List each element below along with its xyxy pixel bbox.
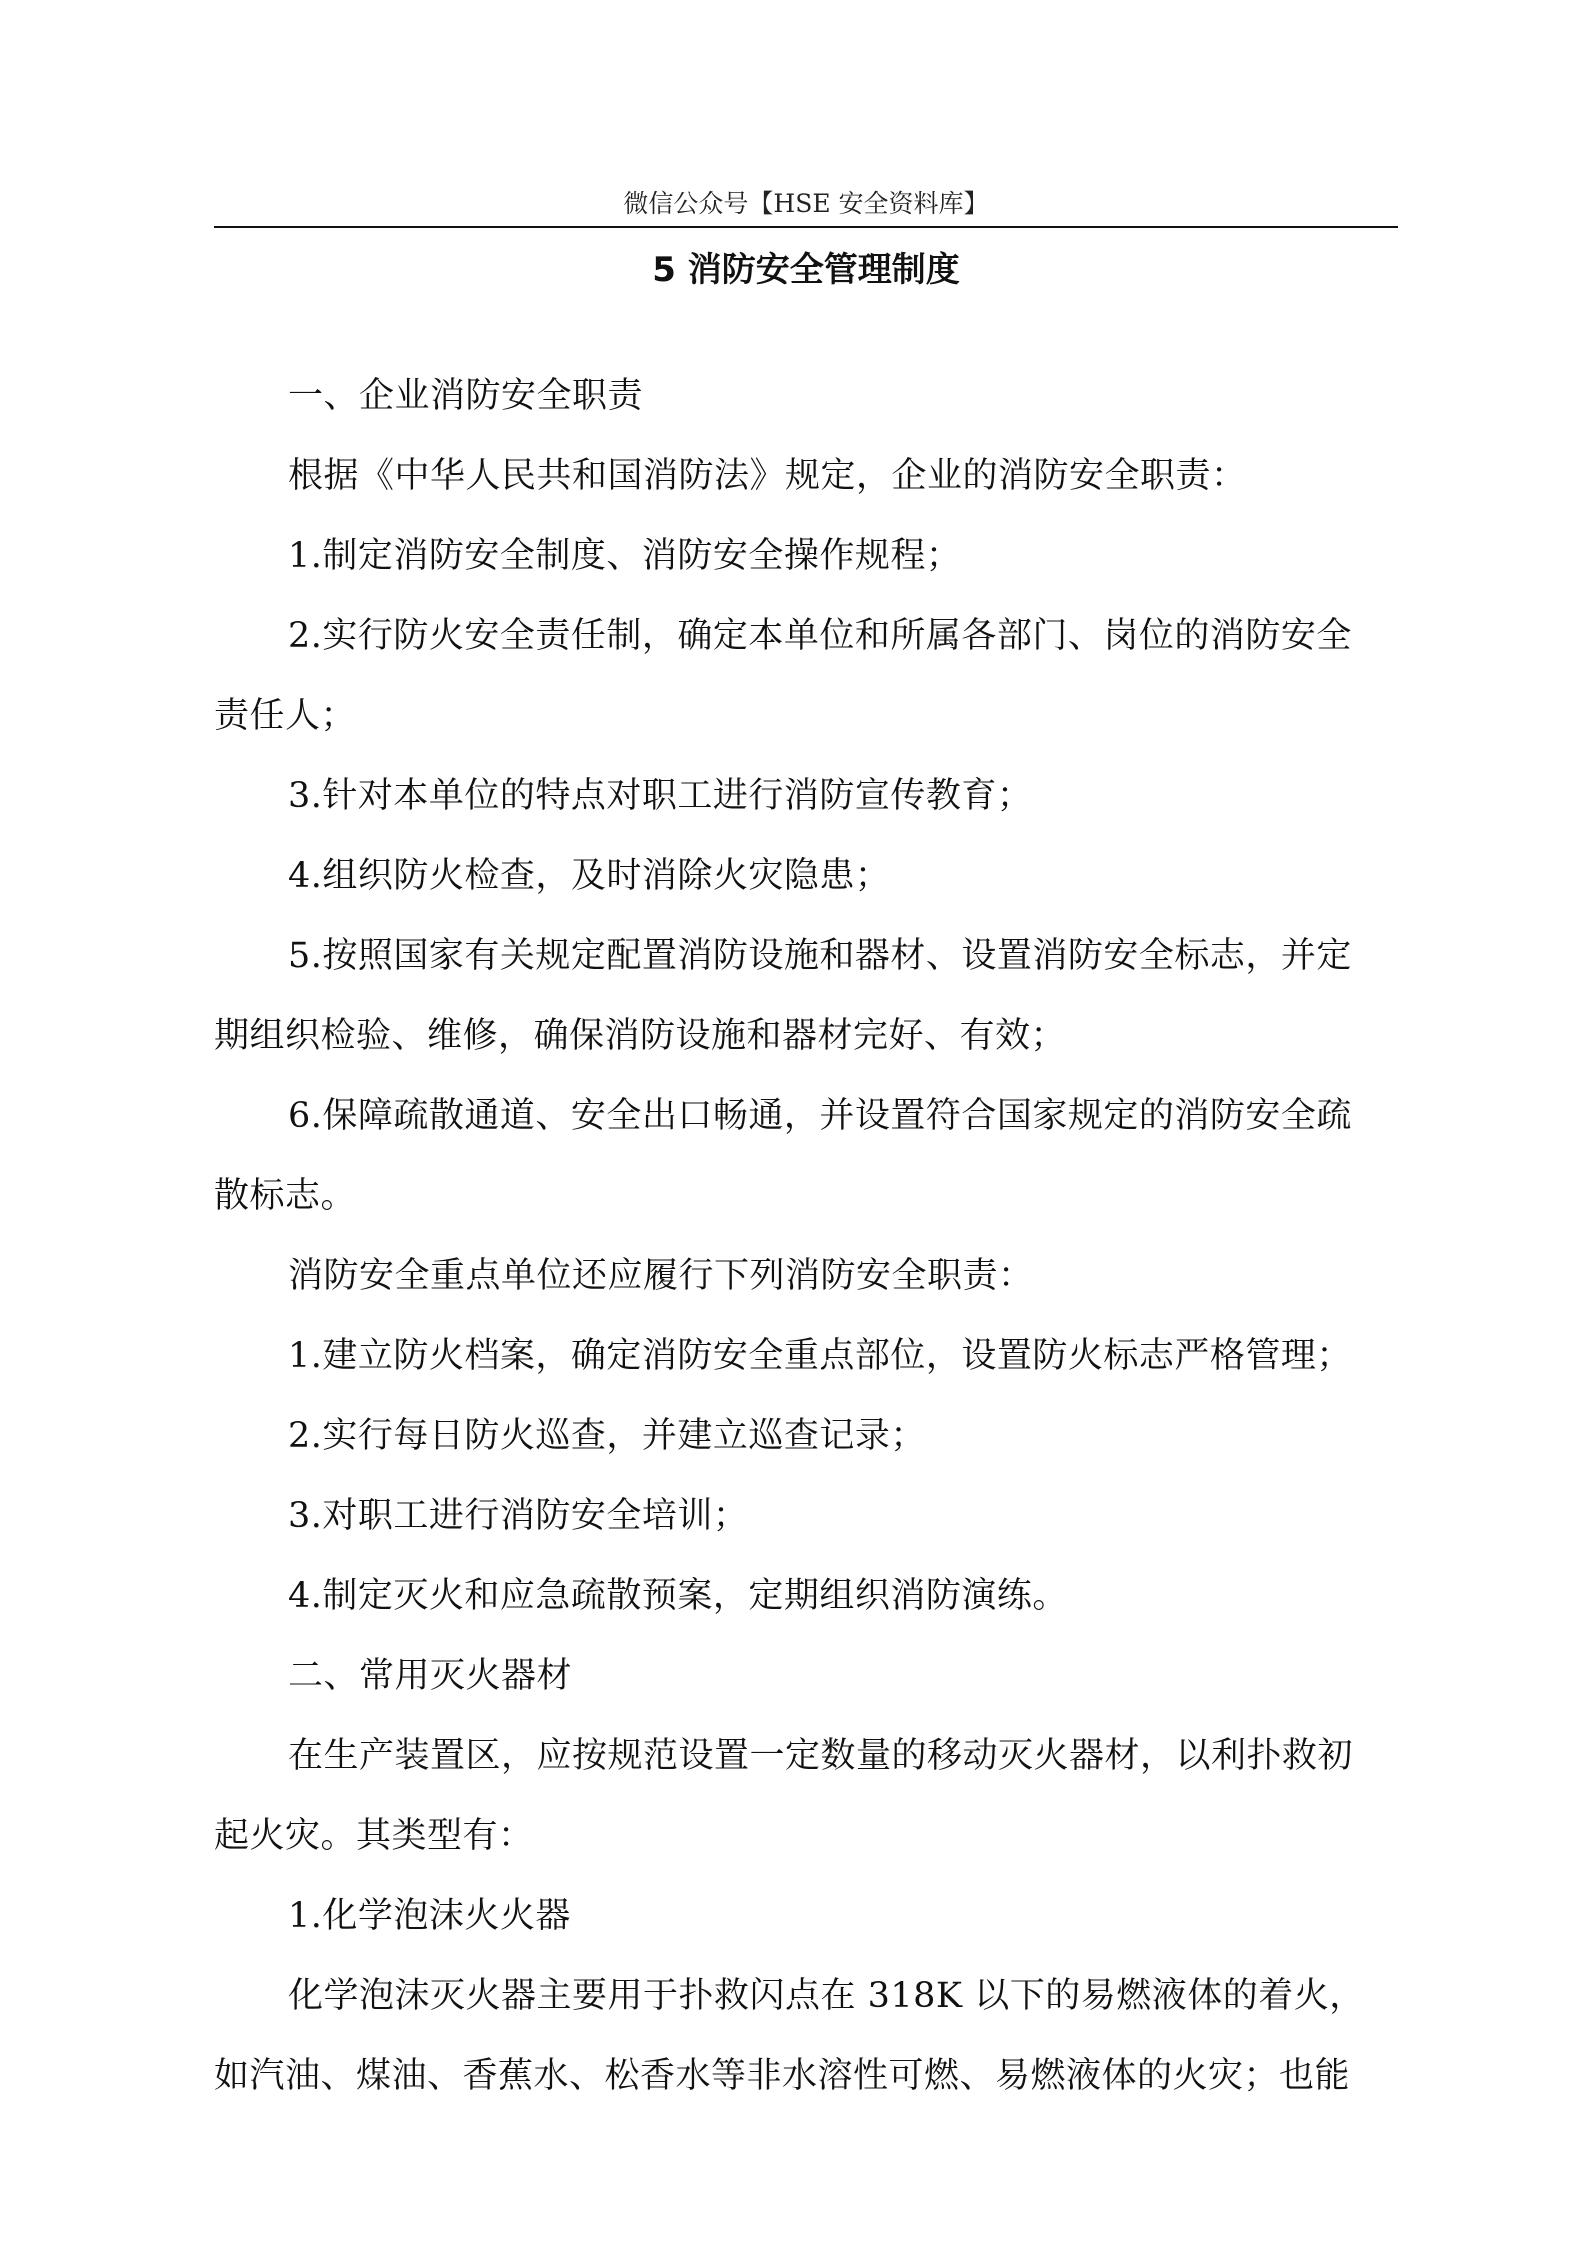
document-body [214,356,1398,2116]
list-item: 4.组织防火检查，及时消除火灾隐患； [288,856,891,896]
list-item: 6.保障疏散通道、安全出口畅通，并设置符合国家规定的消防安全疏 [288,1096,1352,1136]
list-item: 1.建立防火档案，确定消防安全重点部位，设置防火标志严格管理； [288,1336,1352,1376]
document-title: 5 消防安全管理制度 [652,250,960,290]
body-paragraph: 化学泡沫灭火器主要用于扑救闪点在 318K 以下的易燃液体的着火， [288,1976,1365,2016]
body-paragraph: 在生产装置区，应按规范设置一定数量的移动灭火器材，以利扑救初 [288,1736,1354,1776]
header-divider [214,226,1398,228]
list-item: 2.实行防火安全责任制，确定本单位和所属各部门、岗位的消防安全 [288,616,1352,656]
list-item-continuation: 散标志。 [214,1176,357,1216]
page-header: 微信公众号【HSE 安全资料库】 [623,189,989,218]
list-item-continuation: 责任人； [214,696,357,736]
list-item: 2.实行每日防火巡查，并建立巡查记录； [288,1416,926,1456]
subsection-heading: 1.化学泡沫火火器 [288,1896,571,1936]
section-heading-2: 二、常用灭火器材 [288,1656,573,1696]
list-item: 3.针对本单位的特点对职工进行消防宣传教育； [288,776,1033,816]
body-paragraph: 消防安全重点单位还应履行下列消防安全职责： [288,1256,1034,1296]
list-item-continuation: 期组织检验、维修，确保消防设施和器材完好、有效； [214,1016,1067,1056]
body-paragraph-continuation: 起火灾。其类型有： [214,1816,534,1856]
list-item: 3.对职工进行消防安全培训； [288,1496,749,1536]
list-item: 1.制定消防安全制度、消防安全操作规程； [288,536,962,576]
list-item: 4.制定灭火和应急疏散预案，定期组织消防演练。 [288,1576,1068,1616]
body-paragraph: 根据《中华人民共和国消防法》规定，企业的消防安全职责： [288,456,1247,496]
body-paragraph-continuation: 如汽油、煤油、香蕉水、松香水等非水溶性可燃、易燃液体的火灾；也能 [214,2056,1351,2096]
section-heading-1: 一、企业消防安全职责 [288,376,644,416]
list-item: 5.按照国家有关规定配置消防设施和器材、设置消防安全标志，并定 [288,936,1352,976]
